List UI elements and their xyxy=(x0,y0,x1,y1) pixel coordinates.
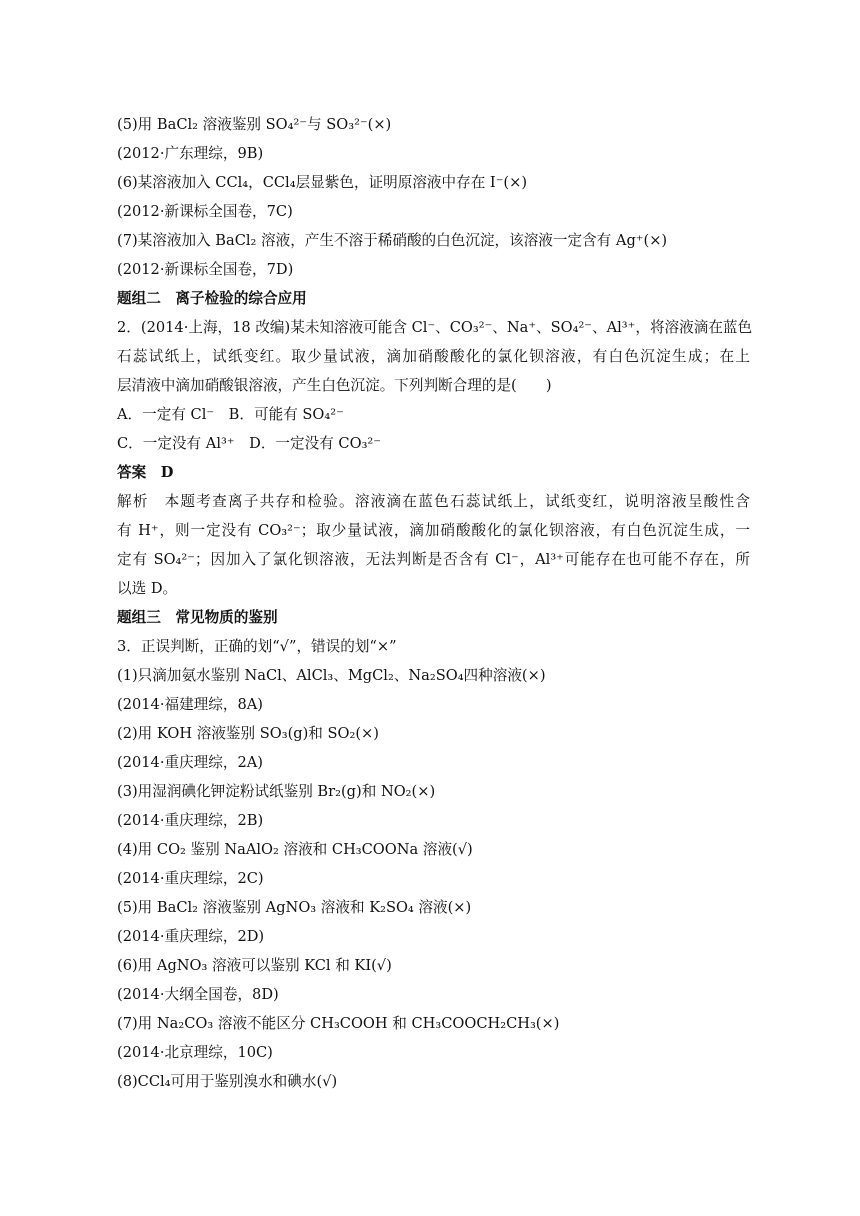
question-text: 石蕊试纸上，试纸变红。取少量试液，滴加硝酸酸化的氯化钡溶液，有白色沉淀生成；在上 xyxy=(117,348,750,365)
text-line: (1)只滴加氨水鉴别 NaCl、AlCl₃、MgCl₂、Na₂SO₄四种溶液(×) xyxy=(117,667,546,684)
source-line: (2012·新课标全国卷，7D) xyxy=(117,261,294,278)
text-line: (2)用 KOH 溶液鉴别 SO₃(g)和 SO₂(×) xyxy=(117,725,379,742)
option-line: A．一定有 Cl⁻ B．可能有 SO₄²⁻ xyxy=(117,406,344,423)
question-text: 3．正误判断，正确的划“√”，错误的划“×” xyxy=(117,638,397,655)
source-line: (2012·新课标全国卷，7C) xyxy=(117,203,293,220)
text-line: (7)某溶液加入 BaCl₂ 溶液，产生不溶于稀硝酸的白色沉淀，该溶液一定含有 Ag⁺(×) xyxy=(117,232,668,249)
question-text: 层清液中滴加硝酸银溶液，产生白色沉淀。下列判断合理的是( ) xyxy=(117,377,552,394)
source-line: (2014·重庆理综，2A) xyxy=(117,754,263,771)
source-line: (2014·重庆理综，2B) xyxy=(117,812,264,829)
text-line: (8)CCl₄可用于鉴别溴水和碘水(√) xyxy=(117,1073,338,1090)
text-line: (6)某溶液加入 CCl₄，CCl₄层显紫色，证明原溶液中存在 I⁻(×) xyxy=(117,174,528,191)
text-line: (5)用 BaCl₂ 溶液鉴别 SO₄²⁻与 SO₃²⁻(×) xyxy=(117,116,392,133)
analysis-text: 有 H⁺，则一定没有 CO₃²⁻；取少量试液，滴加硝酸酸化的氯化钡溶液，有白色沉淀生成，一 xyxy=(117,522,750,539)
text-line: (5)用 BaCl₂ 溶液鉴别 AgNO₃ 溶液和 K₂SO₄ 溶液(×) xyxy=(117,899,472,916)
option-line: C．一定没有 Al³⁺ D．一定没有 CO₃²⁻ xyxy=(117,435,381,452)
section-heading: 题组二 离子检验的综合应用 xyxy=(117,290,307,307)
text-line: (6)用 AgNO₃ 溶液可以鉴别 KCl 和 KI(√) xyxy=(117,957,392,974)
source-line: (2012·广东理综，9B) xyxy=(117,145,264,162)
source-line: (2014·福建理综，8A) xyxy=(117,696,263,713)
source-line: (2014·重庆理综，2D) xyxy=(117,928,265,945)
text-line: (3)用湿润碘化钾淀粉试纸鉴别 Br₂(g)和 NO₂(×) xyxy=(117,783,436,800)
analysis-text: 定有 SO₄²⁻；因加入了氯化钡溶液，无法判断是否含有 Cl⁻，Al³⁺可能存在也可能不存在，所 xyxy=(117,551,750,568)
question-text: 2．(2014·上海，18 改编)某未知溶液可能含 Cl⁻、CO₃²⁻、Na⁺、SO₄²⁻、Al³⁺，将溶液滴在蓝色 xyxy=(117,319,753,336)
text-line: (7)用 Na₂CO₃ 溶液不能区分 CH₃COOH 和 CH₃COOCH₂CH₃(×) xyxy=(117,1015,560,1032)
section-heading: 题组三 常见物质的鉴别 xyxy=(117,609,278,626)
analysis-text: 解析 本题考查离子共存和检验。溶液滴在蓝色石蕊试纸上，试纸变红，说明溶液呈酸性含 xyxy=(117,493,750,510)
source-line: (2014·大纲全国卷，8D) xyxy=(117,986,279,1003)
answer-line: 答案 D xyxy=(117,464,174,481)
source-line: (2014·重庆理综，2C) xyxy=(117,870,264,887)
analysis-text: 以选 D。 xyxy=(117,580,178,597)
text-line: (4)用 CO₂ 鉴别 NaAlO₂ 溶液和 CH₃COONa 溶液(√) xyxy=(117,841,473,858)
source-line: (2014·北京理综，10C) xyxy=(117,1044,273,1061)
